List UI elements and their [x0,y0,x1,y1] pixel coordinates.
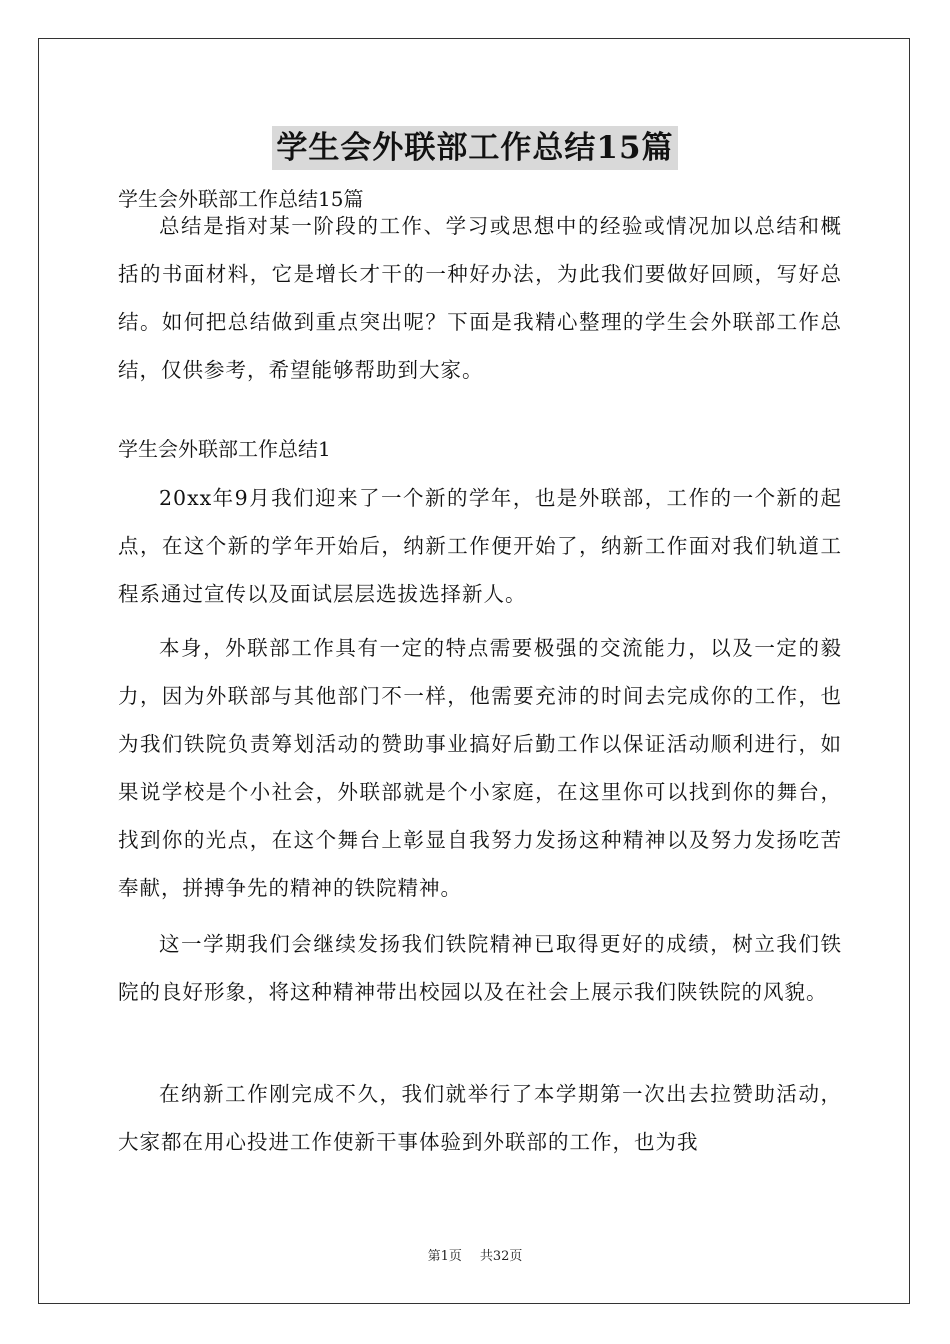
body-paragraph-2: 本身，外联部工作具有一定的特点需要极强的交流能力，以及一定的毅力，因为外联部与其他部门不一样，他需要充沛的时间去完成你的工作，也为我们铁院负责筹划活动的赞助事业搞好后勤工作以保证活动顺利进行，如果说学校是个小社会，外联部就是个小家庭，在这里你可以找到你的舞台，找到你的光点，在这个舞台上彰显自我努力发扬这种精神以及努力发扬吃苦奉献，拼搏争先的精神的铁院精神。 [118,636,842,900]
section-heading: 学生会外联部工作总结1 [118,437,331,461]
title-container [0,126,950,170]
body-paragraph-4: 在纳新工作刚完成不久，我们就举行了本学期第一次出去拉赞助活动，大家都在用心投进工作使新干事体验到外联部的工作，也为我 [118,1082,842,1154]
page-total: 共32页 [479,1249,523,1264]
intro-paragraph: 总结是指对某一阶段的工作、学习或思想中的经验或情况加以总结和概括的书面材料，它是增长才干的一种好办法，为此我们要做好回顾，写好总结。如何把总结做到重点突出呢？下面是我精心整理的学生会外联部工作总结，仅供参考，希望能够帮助到大家。 [118,214,842,382]
document-subtitle: 学生会外联部工作总结15篇 [118,187,364,211]
body-paragraph-1: 20xx年9月我们迎来了一个新的学年，也是外联部，工作的一个新的起点，在这个新的学年开始后，纳新工作便开始了，纳新工作面对我们轨道工程系通过宣传以及面试层层选拔选择新人。 [118,486,842,606]
document-title: 学生会外联部工作总结15篇 [272,126,677,170]
body-paragraph-3: 这一学期我们会继续发扬我们铁院精神已取得更好的成绩，树立我们铁院的良好形象，将这种精神带出校园以及在社会上展示我们陕铁院的风貌。 [118,932,842,1004]
page-footer [0,1248,950,1266]
page-number: 第1页 [427,1249,462,1264]
